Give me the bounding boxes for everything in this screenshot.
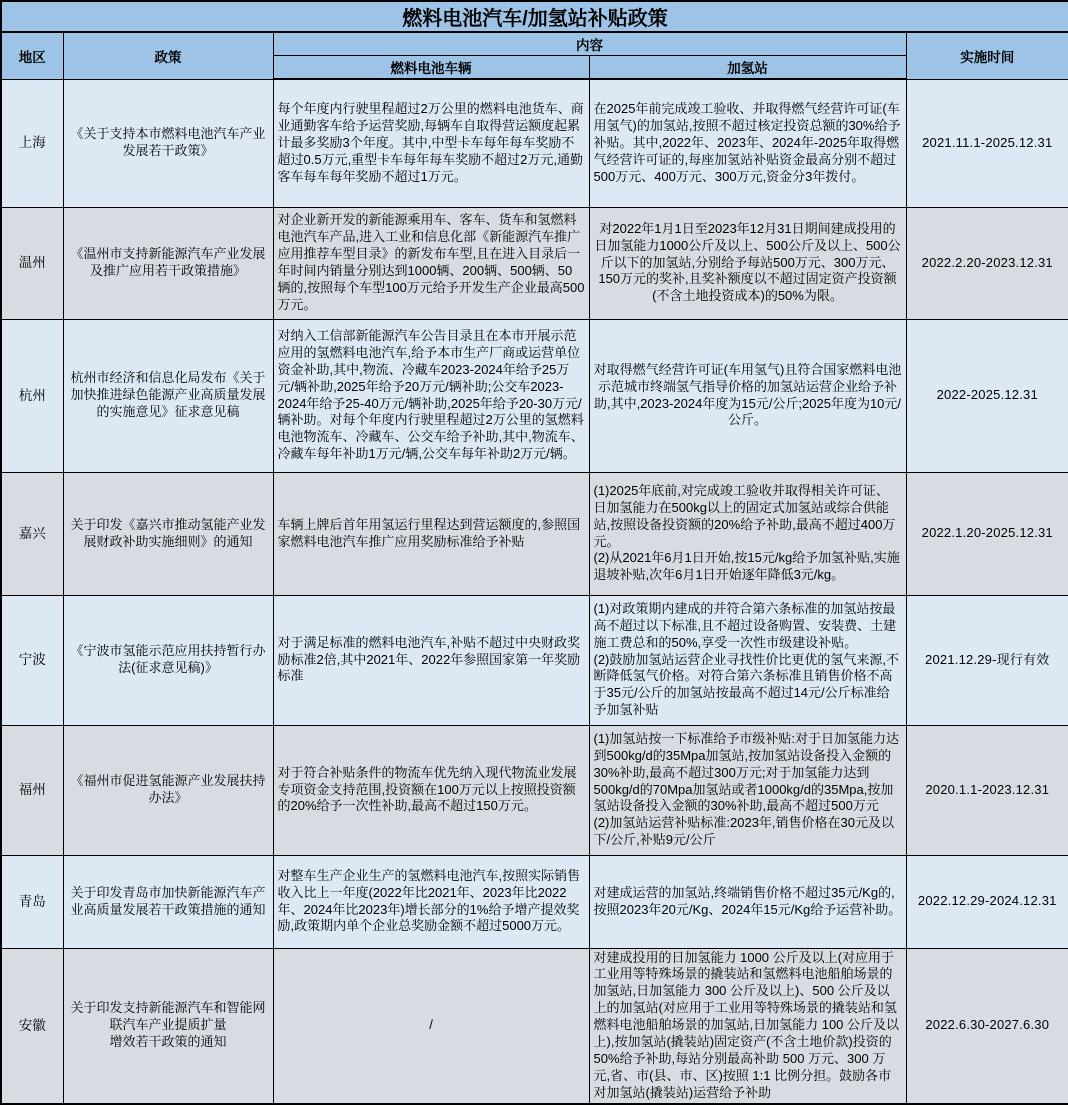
title-row <box>1 1 1068 32</box>
time-cell: 2021.12.29-现行有效 <box>906 595 1068 725</box>
policy-cell: 《宁波市氢能示范应用扶持暂行办法(征求意见稿)》 <box>63 595 273 725</box>
policy-cell: 关于印发青岛市加快新能源汽车产业高质量发展若干政策措施的通知 <box>63 855 273 948</box>
vehicle-subsidy-cell: 对企业新开发的新能源乘用车、客车、货车和氢燃料电池汽车产品,进入工业和信息化部《新能源汽车推广应用推荐车型目录》的新发布车型,且在进入目录后一年时间内销量分别达到1000辆、200辆、500辆、50辆的,按照每个车型100万元给予开发生产企业最高500万元。 <box>273 207 589 319</box>
vehicle-subsidy-cell: 对纳入工信部新能源汽车公告目录且在本市开展示范应用的氢燃料电池汽车,给予本市生产厂商或运营单位资金补助,其中,物流、冷藏车2023-2024年给予25万元/辆补助,2025年给予20万元/辆补助;公交车2023-2024年给予25-40万元/辆补助,2025年给予20-30万元/辆补助。对每个年度内行驶里程超过2万公里的氢燃料电池物流车、冷藏车、公交车给予补助,其中,物流车、冷藏车每年补助1万元/辆,公交车每年补助2万元/辆。 <box>273 319 589 472</box>
table-row-jiaxing <box>1 472 1068 595</box>
station-subsidy-cell: (1)2025年底前,对完成竣工验收并取得相关许可证、日加氢能力在500kg以上的固定式加氢站或综合供能站,按照设备投资额的20%给予补助,最高不超过400万元。 (2)从2021年6月1日开始,按15元/kg给予加氢补贴,实施退坡补贴,次年6月1日开始逐年降低3元/kg。 <box>589 472 906 595</box>
region-cell: 温州 <box>1 207 63 319</box>
time-cell: 2021.11.1-2025.12.31 <box>906 79 1068 207</box>
table-row-anhui <box>1 948 1068 1104</box>
col-header-time: 实施时间 <box>906 32 1068 79</box>
table-row-fuzhou <box>1 725 1068 855</box>
region-cell: 安徽 <box>1 948 63 1104</box>
vehicle-subsidy-cell: 每个年度内行驶里程超过2万公里的燃料电池货车、商业通勤客车给予运营奖励,每辆车自取得营运额度起累计最多奖励3个年度。其中,中型卡车每年每车奖励不超过0.5万元,重型卡车每年每车奖励不超过2万元,通勤客车每车每年奖励不超过1万元。 <box>273 79 589 207</box>
region-cell: 青岛 <box>1 855 63 948</box>
vehicle-subsidy-cell: 对于满足标准的燃料电池汽车,补贴不超过中央财政奖励标准2倍,其中2021年、2022年参照国家第一年奖励标准 <box>273 595 589 725</box>
time-cell: 2022.12.29-2024.12.31 <box>906 855 1068 948</box>
time-cell: 2022-2025.12.31 <box>906 319 1068 472</box>
station-subsidy-cell: 对2022年1月1日至2023年12月31日期间建成投用的日加氢能力1000公斤及以上、500公斤及以上、500公斤以下的加氢站,分别给予每站500万元、300万元、150万元的奖补,且奖补额度以不超过固定资产投资额(不含土地投资成本)的50%为限。 <box>589 207 906 319</box>
table-row-ningbo <box>1 595 1068 725</box>
table-row-qingdao <box>1 855 1068 948</box>
policy-cell: 《温州市支持新能源汽车产业发展及推广应用若干政策措施》 <box>63 207 273 319</box>
col-header-station: 加氢站 <box>589 56 906 80</box>
station-subsidy-cell: 对取得燃气经营许可证(车用氢气)且符合国家燃料电池示范城市终端氢气指导价格的加氢站运营企业给予补助,其中,2023-2024年度为15元/公斤;2025年度为10元/公斤。 <box>589 319 906 472</box>
table-row-hangzhou <box>1 319 1068 472</box>
vehicle-subsidy-cell: / <box>273 948 589 1104</box>
header-row-1 <box>1 32 1068 56</box>
table-row-shanghai <box>1 79 1068 207</box>
region-cell: 福州 <box>1 725 63 855</box>
col-header-vehicle: 燃料电池车辆 <box>273 56 589 80</box>
policy-cell: 《关于支持本市燃料电池汽车产业发展若干政策》 <box>63 79 273 207</box>
vehicle-subsidy-cell: 对整车生产企业生产的氢燃料电池汽车,按照实际销售收入比上一年度(2022年比2021年、2023年比2022年、2024年比2023年)增长部分的1%给予增产提效奖励,政策期内单个企业总奖励金额不超过5000万元。 <box>273 855 589 948</box>
region-cell: 上海 <box>1 79 63 207</box>
station-subsidy-cell: (1)对政策期内建成的并符合第六条标准的加氢站按最高不超过以下标准,且不超过设备购置、安装费、土建施工费总和的50%,享受一次性市级建设补贴。 (2)鼓励加氢站运营企业寻找性价比更优的氢气来源,不断降低氢气价格。对符合第六条标准且销售价格不高于35元/公斤的加氢站按最高不超过14元/公斤标准给予加氢补贴 <box>589 595 906 725</box>
region-cell: 宁波 <box>1 595 63 725</box>
region-cell: 嘉兴 <box>1 472 63 595</box>
page-title: 燃料电池汽车/加氢站补贴政策 <box>1 1 1068 32</box>
policy-cell: 《福州市促进氢能源产业发展扶持办法》 <box>63 725 273 855</box>
vehicle-subsidy-cell: 车辆上牌后首年用氢运行里程达到营运额度的,参照国家燃料电池汽车推广应用奖励标准给予补贴 <box>273 472 589 595</box>
time-cell: 2022.1.20-2025.12.31 <box>906 472 1068 595</box>
policy-cell: 杭州市经济和信息化局发布《关于加快推进绿色能源产业高质量发展的实施意见》征求意见稿 <box>63 319 273 472</box>
region-cell: 杭州 <box>1 319 63 472</box>
vehicle-subsidy-cell: 对于符合补贴条件的物流车优先纳入现代物流业发展专项资金支持范围,投资额在100万元以上按照投资额的20%给予一次性补助,最高不超过150万元。 <box>273 725 589 855</box>
policy-cell: 关于印发《嘉兴市推动氢能产业发展财政补助实施细则》的通知 <box>63 472 273 595</box>
col-header-policy: 政策 <box>63 32 273 79</box>
time-cell: 2022.2.20-2023.12.31 <box>906 207 1068 319</box>
table-row-wenzhou <box>1 207 1068 319</box>
col-header-region: 地区 <box>1 32 63 79</box>
station-subsidy-cell: (1)加氢站按一下标准给予市级补贴:对于日加氢能力达到500kg/d的35Mpa加氢站,按加氢站设备投入金额的30%补助,最高不超过300万元;对于加氢能力达到500kg/d的70Mpa加氢站或者1000kg/d的35Mpa,按加氢站设备投入金额的30%补助,最高不超过500万元 (2)加氢站运营补贴标准:2023年,销售价格在30元及以下/公斤,补贴9元/公斤 <box>589 725 906 855</box>
time-cell: 2020.1.1-2023.12.31 <box>906 725 1068 855</box>
policy-cell: 关于印发支持新能源汽车和智能网 联汽车产业提质扩量 增效若干政策的通知 <box>63 948 273 1104</box>
station-subsidy-cell: 在2025年前完成竣工验收、并取得燃气经营许可证(车用氢气)的加氢站,按照不超过核定投资总额的30%给予补贴。其中,2022年、2023年、2024年-2025年取得燃气经营许可证的,每座加氢站补贴资金最高分别不超过500万元、400万元、300万元,资金分3年拨付。 <box>589 79 906 207</box>
station-subsidy-cell: 对建成投用的日加氢能力 1000 公斤及以上(对应用于工业用等特殊场景的撬装站和氢燃料电池船舶场景的加氢站,日加氢能力 300 公斤及以上)、500 公斤及以上的加氢站(对应用于工业用等特殊场景的撬装站和氢燃料电池船舶场景的加氢站,日加氢能力 100 公斤及以上),按加氢站(撬装站)固定资产(不含土地价款)投资的 50%给予补助,每站分别最高补助 500 万元、300 万元,省、市(县、市、区)按照 1:1 比例分担。鼓励各市对加氢站(撬装站)运营给予补助 <box>589 948 906 1104</box>
col-header-content: 内容 <box>273 32 906 56</box>
station-subsidy-cell: 对建成运营的加氢站,终端销售价格不超过35元/Kg的,按照2023年20元/Kg、2024年15元/Kg给予运营补助。 <box>589 855 906 948</box>
time-cell: 2022.6.30-2027.6.30 <box>906 948 1068 1104</box>
